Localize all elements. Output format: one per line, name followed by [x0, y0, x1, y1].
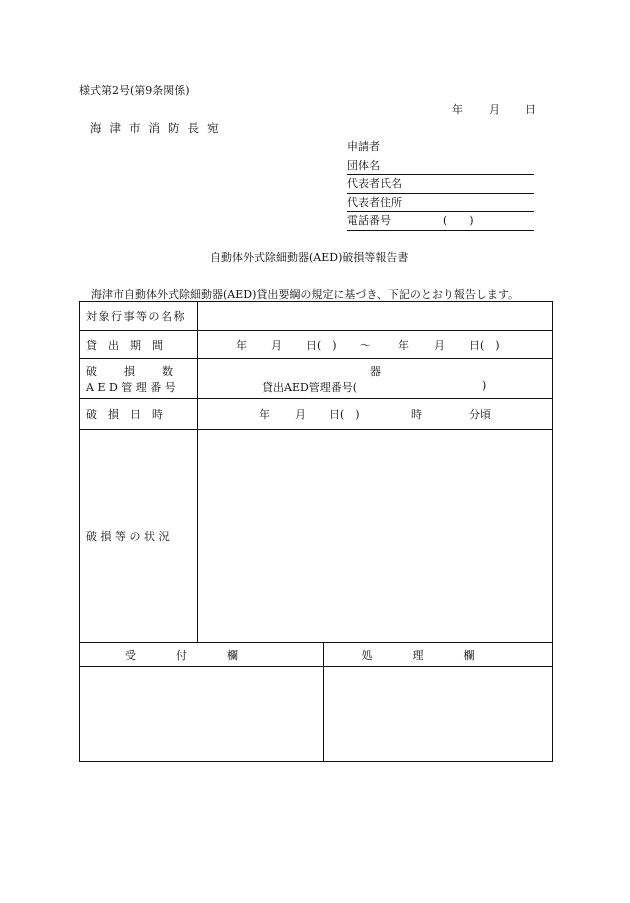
period-value-cell[interactable]	[198, 331, 553, 359]
period-year2: 年	[398, 338, 409, 352]
report-table	[79, 301, 553, 643]
phone-label: 電話番号	[347, 214, 391, 227]
period-row	[80, 331, 553, 359]
form-number: 様式第2号(第9条関係)	[79, 84, 190, 97]
target-row	[80, 302, 553, 331]
damage-count-label-cell	[80, 359, 198, 399]
processing-header-cell	[324, 643, 553, 667]
period-month1: 月	[271, 338, 282, 352]
period-year1: 年	[236, 338, 247, 352]
loan-aed-number: 貸出AED管理番号(	[262, 381, 358, 394]
reception-header-cell	[80, 643, 324, 667]
representative-address-field[interactable]	[347, 194, 534, 213]
damage-datetime-label: 破 損 日 時	[86, 408, 163, 421]
date-day: 日	[525, 103, 536, 116]
status-label-cell	[80, 430, 198, 643]
period-month2: 月	[434, 338, 445, 352]
phone-parens: ( )	[443, 214, 474, 227]
target-label: 対象行事等の名称	[86, 310, 186, 323]
dt-hour: 時	[411, 408, 422, 421]
applicant-block	[347, 138, 534, 231]
dt-day: 日( )	[329, 408, 360, 421]
date-month: 月	[489, 103, 500, 116]
damage-count-label: 破 損 数	[86, 364, 181, 378]
period-day2: 日( )	[469, 338, 500, 352]
damage-datetime-label-cell	[80, 399, 198, 430]
reception-label: 受付欄	[125, 648, 278, 662]
date-year: 年	[452, 103, 463, 116]
damage-datetime-value-cell[interactable]	[198, 399, 553, 430]
loan-aed-close: )	[482, 379, 487, 392]
target-label-cell	[80, 302, 198, 331]
dt-year: 年	[259, 408, 270, 421]
office-use-body-row	[80, 667, 553, 762]
office-use-table	[79, 642, 553, 762]
damage-count-value-cell[interactable]	[198, 359, 553, 399]
target-value-cell[interactable]	[198, 302, 553, 331]
document-title: 自動体外式除細動器(AED)破損等報告書	[210, 251, 409, 264]
representative-name-label: 代表者氏名	[347, 177, 402, 190]
group-name-label: 団体名	[347, 158, 380, 172]
intro-text: 海津市自動体外式除細動器(AED)貸出要綱の規定に基づき、下記のとおり報告します。	[91, 288, 520, 301]
office-use-header-row	[80, 643, 553, 667]
unit-device: 器	[370, 365, 381, 378]
aed-number-label: AED管理番号	[86, 380, 180, 394]
status-row	[80, 430, 553, 643]
processing-box[interactable]	[324, 667, 553, 762]
phone-field[interactable]	[347, 212, 534, 231]
group-name-field[interactable]	[347, 157, 534, 176]
status-value-cell[interactable]	[198, 430, 553, 643]
representative-address-label: 代表者住所	[347, 195, 402, 209]
period-label: 貸 出 期 間	[86, 338, 163, 352]
period-tilde: ～	[360, 338, 371, 352]
period-day1: 日( )	[306, 338, 337, 352]
dt-minute: 分頃	[469, 408, 491, 421]
representative-name-field[interactable]	[347, 175, 534, 194]
damage-count-row	[80, 359, 553, 399]
damage-datetime-row	[80, 399, 553, 430]
processing-label: 処理欄	[361, 648, 515, 662]
period-label-cell	[80, 331, 198, 359]
reception-box[interactable]	[80, 667, 324, 762]
addressee: 海津市消防長宛	[90, 121, 227, 135]
dt-month: 月	[295, 408, 306, 421]
applicant-heading: 申請者	[347, 140, 380, 153]
status-label: 破損等の状況	[86, 530, 173, 543]
